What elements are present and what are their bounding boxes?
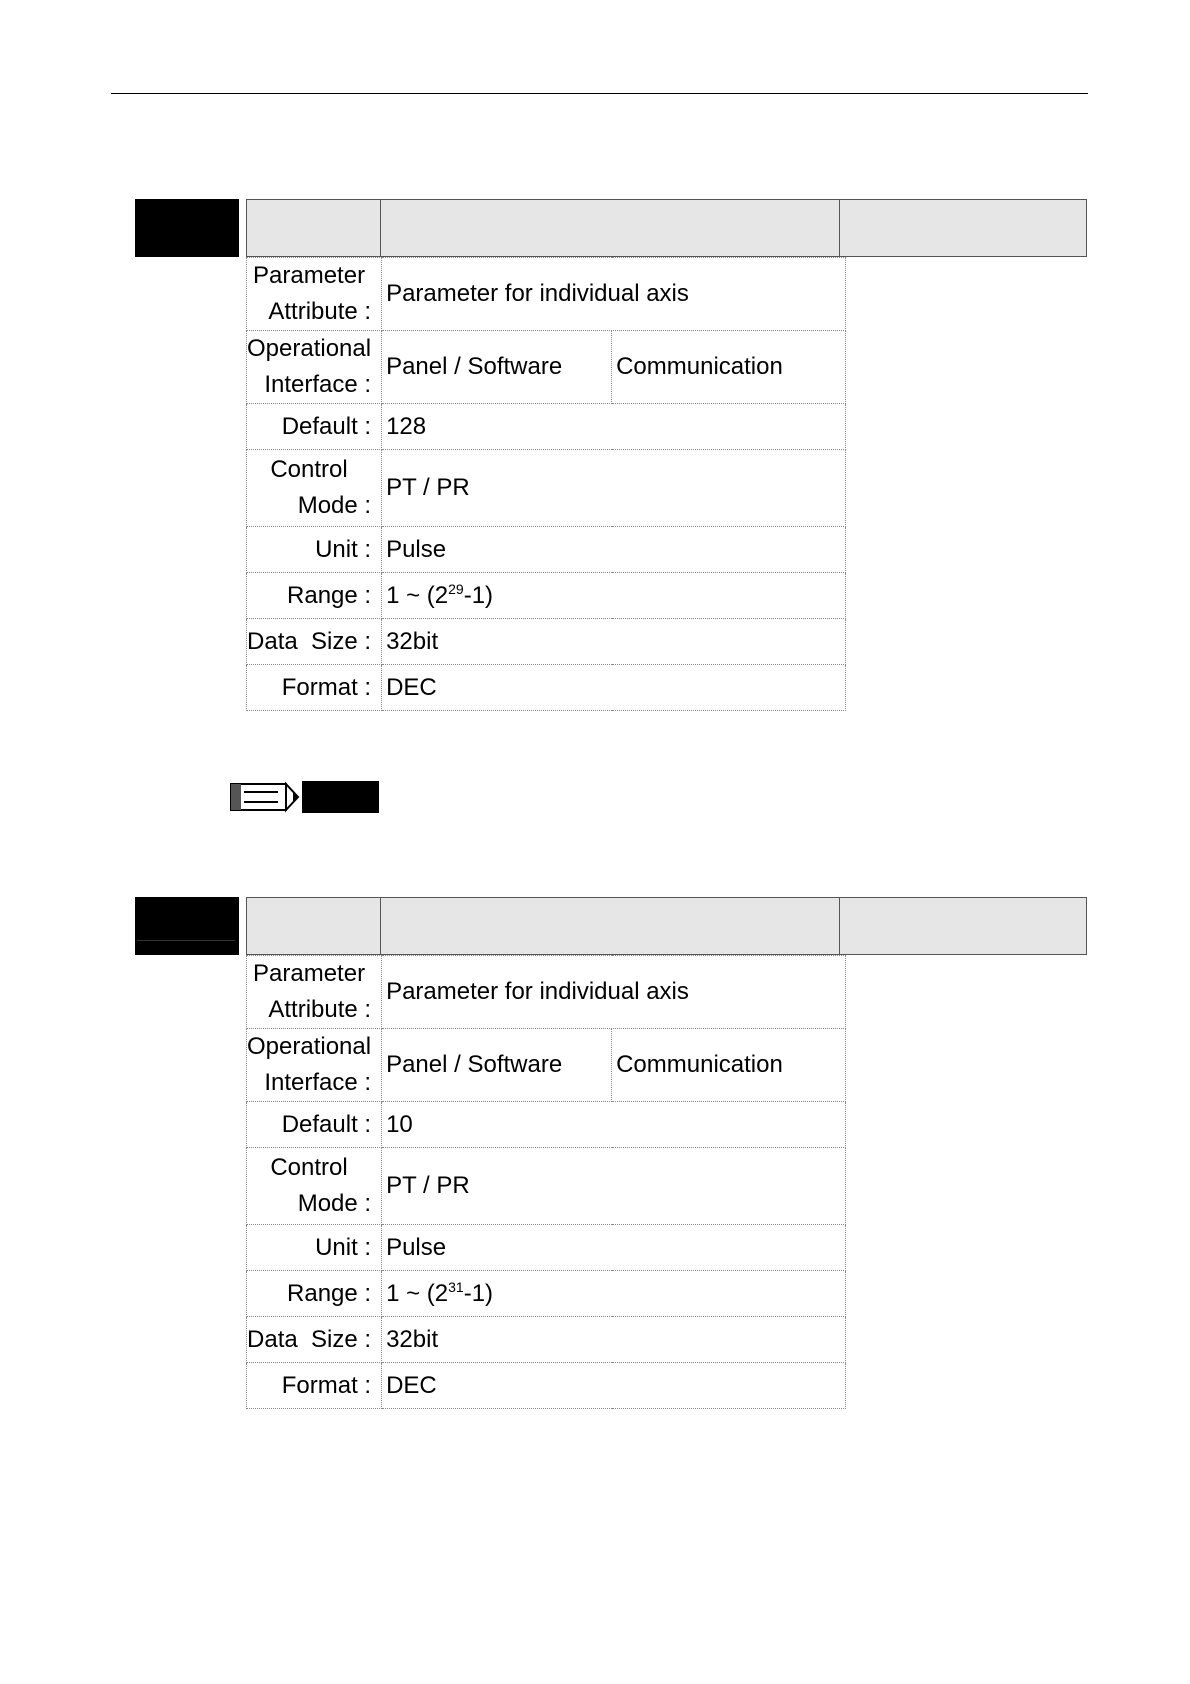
data-size-value: 32bit <box>382 619 846 665</box>
row-range <box>247 1271 846 1317</box>
range-exponent: 31 <box>448 1278 464 1295</box>
header-cell-address <box>246 897 381 955</box>
pencil-note-icon <box>230 780 300 814</box>
control-mode-label-line1: Control <box>270 456 348 483</box>
control-mode-label-line1: Control <box>270 1154 348 1181</box>
parameter-header-row <box>246 199 1087 257</box>
row-default <box>247 404 846 450</box>
range-label: Range : <box>247 1271 382 1317</box>
attribute-label <box>247 956 382 1029</box>
format-label: Format : <box>247 1363 382 1409</box>
parameter-code-tag <box>135 897 239 955</box>
header-cell-address <box>246 199 381 257</box>
attribute-label-line2: Attribute : <box>268 996 372 1023</box>
interface-label-line1: Operational <box>247 1033 372 1060</box>
row-data-size <box>247 619 846 665</box>
control-mode-label-line2: Mode : <box>297 492 372 519</box>
row-attribute <box>247 956 846 1029</box>
row-control-mode <box>247 1148 846 1225</box>
row-format <box>247 665 846 711</box>
unit-label: Unit : <box>247 1225 382 1271</box>
row-unit <box>247 1225 846 1271</box>
row-interface <box>247 1029 846 1102</box>
interface-label-line2: Interface : <box>264 1069 372 1096</box>
default-value: 128 <box>382 404 846 450</box>
interface-value-communication: Communication <box>612 1029 846 1102</box>
unit-value: Pulse <box>382 1225 846 1271</box>
range-suffix: -1) <box>463 581 494 609</box>
interface-label <box>247 1029 382 1102</box>
attribute-value: Parameter for individual axis <box>382 956 846 1029</box>
interface-label-line2: Interface : <box>264 371 372 398</box>
format-label: Format : <box>247 665 382 711</box>
row-format <box>247 1363 846 1409</box>
row-data-size <box>247 1317 846 1363</box>
row-unit <box>247 527 846 573</box>
attribute-label-line1: Parameter <box>253 960 366 987</box>
control-mode-value: PT / PR <box>382 450 846 527</box>
header-cell-name <box>381 897 840 955</box>
interface-label-line1: Operational <box>247 335 372 362</box>
note-marker <box>230 780 380 814</box>
range-label: Range : <box>247 573 382 619</box>
unit-label: Unit : <box>247 527 382 573</box>
interface-value-panel: Panel / Software <box>382 331 612 404</box>
row-control-mode <box>247 450 846 527</box>
range-suffix: -1) <box>463 1279 494 1307</box>
interface-label <box>247 331 382 404</box>
attribute-label <box>247 258 382 331</box>
parameter-header-row <box>246 897 1087 955</box>
parameter-spec-table <box>246 257 846 711</box>
page-header-rule <box>111 93 1088 94</box>
row-range <box>247 573 846 619</box>
format-value: DEC <box>382 1363 846 1409</box>
control-mode-value: PT / PR <box>382 1148 846 1225</box>
attribute-label-line2: Attribute : <box>268 298 372 325</box>
data-size-label: Data Size : <box>247 1317 382 1363</box>
range-prefix: 1 ~ (2 <box>386 1279 449 1307</box>
range-value <box>382 1271 846 1317</box>
default-label: Default : <box>247 404 382 450</box>
header-cell-extra <box>840 199 1087 257</box>
data-size-value: 32bit <box>382 1317 846 1363</box>
row-attribute <box>247 258 846 331</box>
parameter-spec-table <box>246 955 846 1409</box>
parameter-code-tag <box>135 199 239 257</box>
attribute-label-line1: Parameter <box>253 262 366 289</box>
interface-value-panel: Panel / Software <box>382 1029 612 1102</box>
range-exponent: 29 <box>448 580 464 597</box>
default-label: Default : <box>247 1102 382 1148</box>
range-prefix: 1 ~ (2 <box>386 581 449 609</box>
row-default <box>247 1102 846 1148</box>
control-mode-label <box>247 450 382 527</box>
row-interface <box>247 331 846 404</box>
range-value <box>382 573 846 619</box>
header-cell-extra <box>840 897 1087 955</box>
attribute-value: Parameter for individual axis <box>382 258 846 331</box>
default-value: 10 <box>382 1102 846 1148</box>
data-size-label: Data Size : <box>247 619 382 665</box>
note-label-box <box>302 781 379 813</box>
interface-value-communication: Communication <box>612 331 846 404</box>
format-value: DEC <box>382 665 846 711</box>
control-mode-label <box>247 1148 382 1225</box>
header-cell-name <box>381 199 840 257</box>
control-mode-label-line2: Mode : <box>297 1190 372 1217</box>
unit-value: Pulse <box>382 527 846 573</box>
